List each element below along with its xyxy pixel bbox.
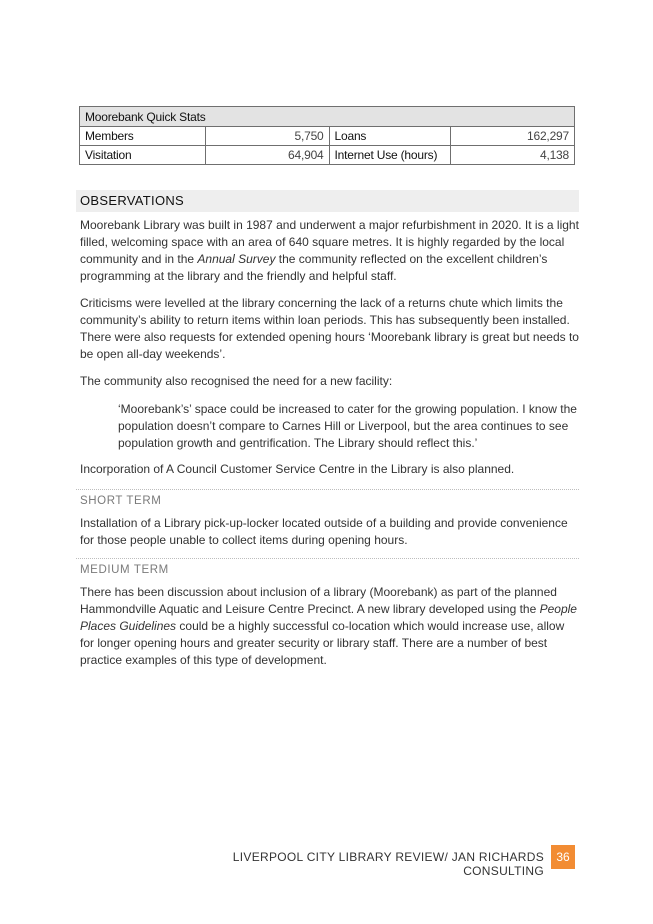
quote-text: ‘Moorebank’s’ space could be increased to cater for the growing population. I know the population doesn’t compare to Carnes Hill or Liverpool, but the area continues to see population growth and gentrification. The Library should reflect this.’ (118, 402, 577, 450)
paragraph-text: The community also recognised the need for a new facility: (80, 374, 393, 388)
observations-heading: OBSERVATIONS (76, 190, 579, 212)
community-quote (118, 401, 580, 452)
quick-stats-table (79, 106, 575, 165)
table-row (80, 127, 575, 146)
short-term-paragraph (80, 515, 580, 549)
paragraph-text: Incorporation of A Council Customer Service Centre in the Library is also planned. (80, 462, 515, 476)
observations-paragraph-1 (80, 217, 580, 285)
stat-value: 162,297 (451, 127, 575, 146)
footer-title: LIVERPOOL CITY LIBRARY REVIEW/ JAN RICHARDS CONSULTING (232, 850, 544, 878)
paragraph-text: could be a highly successful co-location which would increase use, allow for longer opening hours and greater security or library staff. There are a number of best practice examples of this type of development. (80, 619, 565, 667)
observations-paragraph-3 (80, 373, 580, 390)
quick-stats-header-row (80, 107, 575, 127)
observations-paragraph-2 (80, 295, 580, 363)
table-row (80, 146, 575, 165)
paragraph-text: Moorebank Library was built in 1987 and underwent a major refurbishment in 2020. It is a light filled, welcoming space with an area of 640 square metres. It is highly regarded by the local community and in the (80, 218, 579, 266)
people-places-guidelines-italic: People Places Guidelines (80, 602, 577, 633)
paragraph-text: There has been discussion about inclusion of a library (Moorebank) as part of the planned Hammondville Aquatic and Leisure Centre Precinct. A new library developed using the (80, 585, 557, 616)
medium-term-heading: MEDIUM TERM (76, 558, 579, 576)
stat-value: 5,750 (205, 127, 329, 146)
stat-value: 4,138 (451, 146, 575, 165)
short-term-heading: SHORT TERM (76, 489, 579, 507)
paragraph-text: the community reflected on the excellent children’s programming at the library and the friendly and helpful staff. (80, 252, 548, 283)
observations-paragraph-4 (80, 461, 580, 478)
stat-label: Members (80, 127, 206, 146)
quick-stats-title: Moorebank Quick Stats (80, 107, 575, 127)
annual-survey-italic: Annual Survey (197, 252, 276, 266)
stat-label: Visitation (80, 146, 206, 165)
stat-value: 64,904 (205, 146, 329, 165)
page-number-badge: 36 (551, 845, 575, 869)
stat-label: Internet Use (hours) (329, 146, 451, 165)
paragraph-text: Installation of a Library pick-up-locker located outside of a building and provide convenience for those people unable to collect items during opening hours. (80, 516, 568, 547)
medium-term-paragraph (80, 584, 580, 669)
stat-label: Loans (329, 127, 451, 146)
paragraph-text: Criticisms were levelled at the library concerning the lack of a returns chute which limits the community’s ability to return items within loan periods. This has subsequently been installed. There were also requests for extended opening hours ‘Moorebank library is great but needs to be open all-day weekends’. (80, 296, 579, 361)
